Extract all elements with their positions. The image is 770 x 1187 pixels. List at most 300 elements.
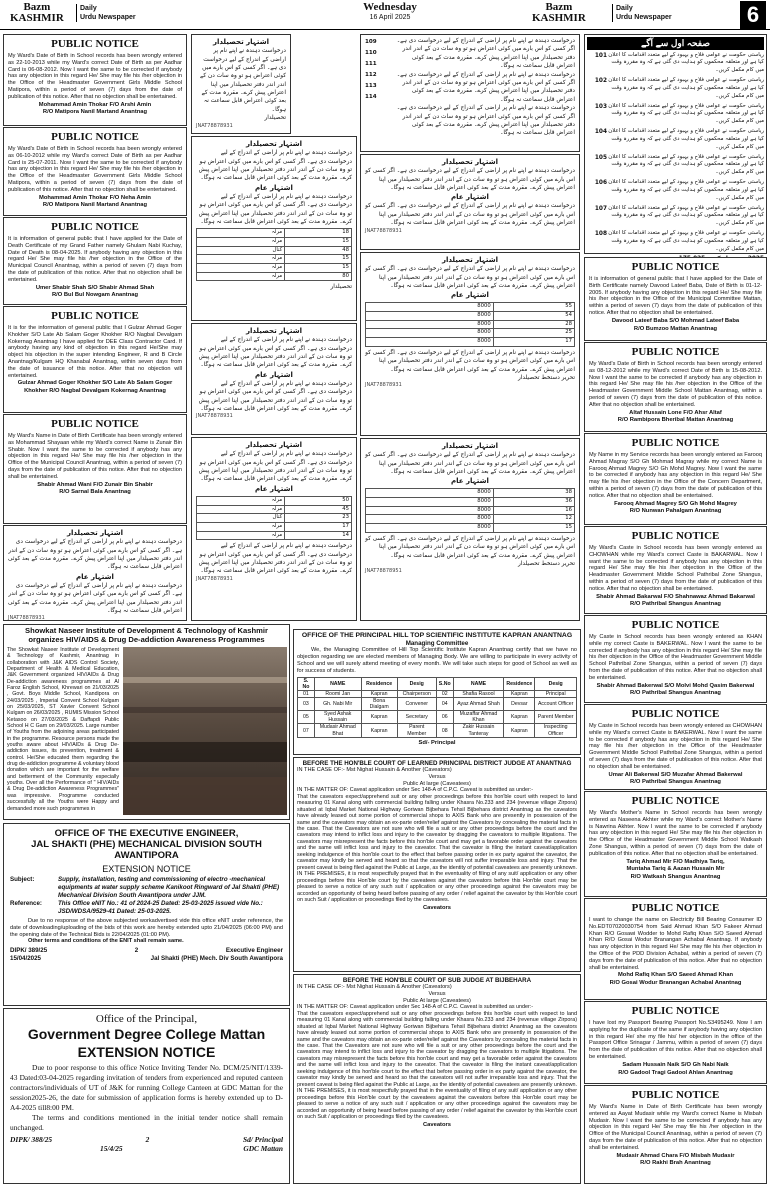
- table-cell: کنال: [197, 514, 285, 523]
- public-notice-right-3: [584, 433, 767, 525]
- urdu-body: درخواست دہندہ نے اپنے نام پر اراضی کے اندراج کے لیے درخواست دی ہے۔ اگر کسی کو اس بارے میں کوئی اعتراض ہو تو وہ سات دن کے اندر اندر دفتر تحصیلدار میں اپنا اعتراض پیش کرے۔ مقررہ مدت کے بعد کوئی اعتراض قابل سماعت نہ ہوگا۔: [199, 48, 286, 113]
- division-line: JAL SHAKTI (PHE) MECHANICAL DIVISION SOUTH: [31, 839, 262, 851]
- table-cell: 8000: [366, 303, 494, 312]
- table-cell: مرلہ: [197, 496, 285, 505]
- public-notice-left-5: [3, 414, 187, 524]
- notice-body: My Caste in School records has been wrongly entered as KHAN while my correct Caste is BAKERWAL. Now I want the same to be corrected if anybody has any objection in this regard He/ She may file his /her objection in the Office of the Headmaster Government Middle School Pathribal Zone Shangus, within a period of seven (7) days from the date of publication of this notice. After that no objection shall be entertained.: [589, 633, 762, 681]
- public-notice-left-1: [3, 34, 187, 126]
- table-row: [197, 531, 352, 540]
- article-title: Showkat Naseer Institute of Development & Technology of Kashmir: [25, 626, 268, 635]
- urdu-title: اشتہار تحصیلدار: [441, 158, 499, 166]
- urdu-subtitle: اشتہار عام: [255, 370, 293, 379]
- notice-body: Due to no response of the above subjected workadvertised vide this office eNIT under reference, the date of downloading/uploading of the bids of this work are hereby extended upto 21/04/2025 (06:00 PM) and the opening date of the Technical Bids is 22/04/2025 (01:00 PM).: [10, 917, 283, 938]
- urdu-subtitle: اشتہار عام: [255, 484, 293, 493]
- table-cell: 54: [493, 312, 574, 321]
- reference-label: Reference:: [10, 900, 42, 908]
- table-row: [366, 312, 575, 321]
- table-cell: Muzaffar Ahmad Khan: [453, 711, 504, 724]
- signature-block: DIPK/ 388/25 2 Sd/ Principal: [10, 1134, 283, 1144]
- table-row: [366, 303, 575, 312]
- item-number: 113: [365, 82, 377, 89]
- table-row: [366, 320, 575, 329]
- table-row: [366, 506, 575, 515]
- case-line: IN THE CASE OF:- Mst Nighat Hussain & Another (Caveators): [297, 984, 452, 991]
- court-caveat-1: [293, 757, 581, 972]
- table-cell: 28: [493, 320, 574, 329]
- item-number: 109: [365, 39, 377, 45]
- court-title: BEFORE THE HON'BLE COURT OF SUB JUDGE AT BIJBEHARA: [342, 977, 532, 984]
- public-notice-right-9: [584, 1001, 767, 1084]
- notice-body: We, the Managing Committee of Hill Top Scientific Institute Kapran Anantnag certify that we have no objection regarding we are elected members of Managing Body. We are willing to participate in every activity of School and we will surely attend meeting of every month. We will take such steps for good of School as well as for success of students.: [297, 647, 577, 674]
- notice-title: PUBLIC NOTICE: [51, 131, 139, 143]
- notice-body-2: Other terms and conditions of the ENIT shall remain same.: [28, 938, 184, 945]
- notice-body: My Ward's Date of Birth in School records has been wrongly entered as 06-10-2012 while my Ward's correct Date of Birth as per Aadhar Card is 25-07-2011. Now I want the same to be corrected if anybody has any objection in this regard He/ She may file his /her objection in the Office of the Headmaster Government Girls Middle School Matipora, within a period of seven (7) days from the date of publication of this notice. After that no objection shall be entertained.: [8, 145, 182, 193]
- notice-title: OFFICE OF THE PRINCIPAL HILL TOP SCIENTIFIC INSTITUTE KAPRAN ANANTNAG: [301, 632, 573, 639]
- table-cell: 36: [493, 498, 574, 507]
- table-cell: 15: [285, 238, 352, 247]
- ref-code: JNAT78878931: [196, 122, 233, 129]
- item-number: 110: [365, 49, 377, 56]
- notice-title: PUBLIC NOTICE: [631, 1005, 720, 1017]
- notice-address: R/O Rakhi Brah Anantnag: [640, 1160, 711, 1167]
- gdc-mattan-notice: [3, 1008, 290, 1184]
- versus: Versus: [428, 773, 446, 780]
- urdu-title: اشتہار تحصیلدار: [245, 140, 303, 148]
- showkat-article: [3, 624, 290, 820]
- notice-address: R/O Gadool Tragi Gadool Ahlan Anantnag: [618, 1069, 733, 1076]
- table-cell: Kapran: [504, 690, 535, 697]
- public-notice-right-5: [584, 615, 767, 703]
- public-notice-left-3: [3, 217, 187, 305]
- court-body: That the caveators expect/apprehend suit or any other proceedings before this hon'ble court with respect to land measuring 01 Kanal along with commercial building falling under Khasra No.233 and 234 (revenue village Zirpora) situated at Iqbal Market National Highway Goriwan Bijbehara Tehsil Bijbehara district Anantnag as the caveators have already leased out some portion of commercial shops to AXIS Bank who are presently in possession of the same and the caveators may obtain an ex-parte order/relief against the Caveators by concealing the material facts in the case. That the Caveators are not sure who will file a suit or any other proceedings before the court and the caveators may intend to inflict loss and injury to the caveator by dragging the caveators to multiple litigations. The caveators may misrepresent the facts before this hon'ble court and may get a favorable order against the caveators and the same will inflict loss and injury to the caveator. That the caveator is filing the instant caveat/application seeking indulgence of this hon'ble court to the effect that before passing order in ex party against the caveator, the caveator may kindly be served and heard so that the caveators will not suffer irreparable loss and injury. That the present caveat is being filed against the Public at Large, as the identity of potential caveatees are presently unknown. IN THE PREMISES, it is most respectfully prayed that in the eventuality of filing of any suit/ application or any other proceedings before this Hon'ble court by the caveatees against the caveators before this Hon'ble court may be pleased to serve a notice of any such suit / application or any other proceedings against the caveators may be accorded an opportunity of being heard before passing of any order / relief against the caveator by this Hon'ble court on such Suit / application or proceedings filed by the caveatees.: [297, 1010, 577, 1121]
- table-cell: مرلہ: [197, 229, 285, 238]
- notice-title: PUBLIC NOTICE: [51, 38, 139, 50]
- group-photo: [123, 647, 287, 815]
- urdu-title: اشتہار تحصیلدار: [245, 441, 303, 449]
- table-cell: 17: [285, 522, 352, 531]
- table-cell: 50: [285, 496, 352, 505]
- ref-code: JNAT78878951: [365, 568, 402, 575]
- jal-shakti-notice: [3, 823, 290, 1006]
- table-cell: 15: [493, 524, 574, 533]
- table-row: [197, 229, 352, 238]
- public-notice-right-1: [584, 257, 767, 341]
- notice-signature: Shabir Ahmad Wani F/O Zunair Bin Shabir: [37, 481, 153, 488]
- section-banner: صفحہ اول سے آگے: [587, 37, 764, 50]
- table-cell: 17: [493, 338, 574, 347]
- urdu-title: اشتہار تحصیلدار: [441, 256, 499, 264]
- table-header: S. No: [298, 677, 315, 690]
- continuation-item: [587, 103, 764, 126]
- notice-signature: Mohammad Amin Thokar F/O Arshi Amin: [38, 101, 152, 108]
- right-tagline: Daily Urdu Newspaper: [612, 4, 672, 22]
- party-line: Public At large (Caveatees): [403, 997, 471, 1004]
- table-cell: 06: [436, 711, 453, 724]
- matter-line: IN THE MATTER OF: Caveat application under Sec 148-A of C.P.C. Caveat is submitted as under:-: [297, 787, 534, 794]
- notice-title: PUBLIC NOTICE: [51, 221, 139, 233]
- table-cell: 8000: [366, 524, 494, 533]
- table-cell: Kapran: [361, 711, 397, 724]
- table-cell: Devsar: [504, 697, 535, 710]
- subject-text: Supply, installation, testing and commissioning of electro -mechanical equipments at water supply scheme Kanikoot Ringward of Jal Shakti (PHE) Mechanical Division South Awantipora under JJM.: [58, 876, 280, 899]
- notice-address: R/O Sarnal Bala Anantnag: [59, 489, 131, 496]
- notice-address: R/O Pathribal Shangus Anantnag: [630, 601, 721, 608]
- notice-address: R/O Bumzoo Mattan Anantnag: [633, 325, 718, 332]
- notice-subtitle: Managing Committee: [405, 640, 469, 648]
- table-cell: Account Officer: [535, 697, 577, 710]
- public-notice-right-4: [584, 526, 767, 614]
- table-row: [197, 272, 352, 281]
- table-cell: 25: [493, 329, 574, 338]
- notice-address: R/O Rambipora Bheribal Mattan Anantnag: [617, 417, 734, 424]
- page-number: 6: [740, 1, 766, 29]
- table-cell: 80: [285, 272, 352, 281]
- table-cell: 48: [285, 246, 352, 255]
- public-notice-right-7: [584, 791, 767, 897]
- masthead: [0, 0, 770, 30]
- notice-address: R/O Matipora Nanil Martand Anantnag: [42, 202, 148, 209]
- table-cell: 8000: [366, 329, 494, 338]
- table-cell: Chairperson: [397, 690, 436, 697]
- urdu-body: درخواست دہندہ نے اپنے نام پر اراضی کے اندراج کے لیے درخواست دی ہے۔ اگر کسی کو اس بارے میں کوئی اعتراض ہو تو وہ سات دن کے اندر اندر دفتر تحصیلدار میں اپنا اعتراض پیش کرے۔ مقررہ مدت کے بعد کوئی اعتراض قابل سماعت نہ ہوگا۔: [365, 266, 575, 289]
- notice-body: My Ward's Name in Date of Birth Certificate has been wrongly entered as Mohammad Shayaan while my Ward's correct Name is Zunair Bin Shabir. Now I want the same to be corrected if anybody has any objection in this regard He/ She may file his /her objection in the Office of the Municipal Council Anantnag, within a period of seven (7) days from the date of publication of this notice. After that no objection shall be entertained.: [8, 432, 182, 480]
- urdu-body: درخواست دہندہ نے اپنے نام پر اراضی کے اندراج کے لیے درخواست دی ہے۔ اگر کسی کو اس بارے میں کوئی اعتراض ہو تو وہ سات دن کے اندر اندر دفتر تحصیلدار میں اپنا اعتراض پیش کرے۔ مقررہ مدت کے بعد کوئی اعتراض قابل سماعت نہ ہوگا۔: [198, 451, 352, 483]
- location-line: AWANTIPORA: [114, 850, 179, 862]
- table-cell: Kapran: [361, 724, 397, 737]
- public-notice-left-4: [3, 306, 187, 413]
- table-header: NAME: [453, 677, 504, 690]
- urdu-body: درخواست دہندہ نے اپنے نام پر اراضی کے اندراج کے لیے درخواست دی ہے۔ اگر کسی کو اس بارے میں کوئی اعتراض ہو تو وہ سات دن کے اندر اندر دفتر تحصیلدار میں اپنا اعتراض پیش کرے۔ مقررہ مدت کے بعد کوئی اعتراض قابل سماعت نہ ہوگا۔: [198, 193, 352, 226]
- table-cell: 18: [285, 229, 352, 238]
- notice-address: R/O Bul Bul Nowgam Anantnag: [51, 292, 139, 299]
- notice-address: Khokher R/O Nagbal Devalgam Kokernag Anantnag: [24, 388, 166, 395]
- public-notice-right-8: [584, 898, 767, 1000]
- urdu-notice-c2-4: [191, 437, 357, 621]
- table-cell: مرلہ: [197, 272, 285, 281]
- item-number: 106: [594, 180, 607, 187]
- item-number: 101: [594, 52, 607, 59]
- item-text: ریاستی حکومت نے عوامی فلاح و بہبود کے لیے متعدد اقدامات کا اعلان کیا ہے اور متعلقہ محکموں کو ہدایت دی گئی ہے کہ وہ مقررہ وقت میں کام مکمل کریں۔: [608, 128, 764, 150]
- notice-body: I have lost my Passport Bearing Passport No.S3495249. Now I am applying for the duplicate of the same if anybody having any objection in this regard He/ she my file his/ her objection in the office of the Passport Office Srinagar / Jammu, within a period of seven (7) days from the date of publication of this notice. After that no objection shall be entertained.: [589, 1019, 762, 1061]
- land-table: [365, 488, 575, 532]
- urdu-body: درخواست دہندہ نے اپنے نام پر اراضی کے اندراج کے لیے درخواست دی ہے۔ اگر کسی کو اس بارے میں کوئی اعتراض ہو تو وہ سات دن کے اندر اندر دفتر تحصیلدار میں اپنا اعتراض پیش کرے۔ مقررہ مدت کے بعد کوئی اعتراض قابل سماعت نہ ہوگا۔: [365, 452, 575, 475]
- table-row: [197, 246, 352, 255]
- urdu-title: اشتہار تحصیلدار: [66, 529, 124, 537]
- table-cell: 55: [493, 303, 574, 312]
- case-line: IN THE CASE OF:- Mst Nighat Hussain & Another (Caveators): [297, 767, 452, 774]
- notice-signature: Altaf Hussain Lone F/O Ahsr Altaf: [629, 409, 722, 416]
- table-cell: 8000: [366, 506, 494, 515]
- notice-signature: Sd/- Principal: [418, 739, 456, 746]
- notice-signature: Tariq Ahmad Mir F/O Madhiya Tariq,: [626, 858, 725, 865]
- item-text: ریاستی حکومت نے عوامی فلاح و بہبود کے لیے متعدد اقدامات کا اعلان کیا ہے اور متعلقہ محکموں کو ہدایت دی گئی ہے کہ وہ مقررہ وقت میں کام مکمل کریں۔: [608, 230, 764, 252]
- urdu-body: درخواست دہندہ نے اپنے نام پر اراضی کے اندراج کے لیے درخواست دی ہے۔ اگر کسی کو اس بارے میں کوئی اعتراض ہو تو وہ سات دن کے اندر اندر دفتر تحصیلدار میں اپنا اعتراض پیش کرے۔ مقررہ مدت کے بعد کوئی اعتراض قابل سماعت نہ ہوگا۔: [365, 535, 575, 559]
- table-cell: 8000: [366, 498, 494, 507]
- item-number: 112: [365, 71, 377, 78]
- item-number: 114: [365, 93, 377, 100]
- table-cell: 07: [298, 724, 315, 737]
- table-cell: Principal: [535, 690, 577, 697]
- continuation-item: [587, 230, 764, 253]
- public-notice-right-2: [584, 342, 767, 432]
- notice-body: My Caste in School records has been wrongly entered as CHOWHAN while my Ward's correct Caste is BAKERWAL. Now I want the same to be corrected if anybody has any objection in this regard He/ She may file his /her objection in the Office of the Headmaster Government Middle School Pathribal Zone Shangus, within a period of seven (7) days from the date of publication of this notice. After that no objection shall be entertained.: [589, 722, 762, 770]
- table-header: Residence: [361, 677, 397, 690]
- table-cell: 8000: [366, 338, 494, 347]
- table-cell: 8000: [366, 515, 494, 524]
- notice-body-2: The terms and conditions mentioned in the initial tender notice shall remain unchanged.: [10, 1112, 283, 1132]
- reference-text: This Office eNIT No.: 41 of 2024-25 Dated: 25-03-2025 issued vide No.: JSD/WDSA/9529-41 Dated: 25-03-2025.: [58, 900, 263, 916]
- table-header: Desig: [397, 677, 436, 690]
- urdu-notice-c2-1: [191, 34, 291, 134]
- item-number: 108: [594, 231, 607, 237]
- table-cell: Shafia Rasool: [453, 690, 504, 697]
- table-cell: 01: [298, 690, 315, 697]
- urdu-sign: تحریر دستخط تحصیلدار: [518, 560, 575, 567]
- table-header: Desig: [535, 677, 577, 690]
- table-cell: Secretary: [397, 711, 436, 724]
- table-cell: 08: [436, 724, 453, 737]
- table-header: NAME: [314, 677, 361, 690]
- notice-signature: Farooq Ahmad Magrey S/O Gh Mohd Magrey: [614, 500, 737, 507]
- matter-line: IN THE MATTER OF: Caveat application under Sec 148-A of C.P.C. Caveat is submitted as under:-: [297, 1004, 534, 1011]
- left-logo: Bazm KASHMIR: [10, 1, 64, 24]
- urdu-body: درخواست دہندہ نے اپنے نام پر اراضی کے اندراج کے لیے درخواست دی ہے۔ اگر کسی کو اس بارے میں کوئی اعتراض ہو تو وہ سات دن کے اندر اندر دفتر تحصیلدار میں اپنا اعتراض پیش کرے۔ مقررہ مدت کے بعد کوئی اعتراض قابل سماعت نہ ہوگا۔: [365, 203, 575, 227]
- item-text: ریاستی حکومت نے عوامی فلاح و بہبود کے لیے متعدد اقدامات کا اعلان کیا ہے اور متعلقہ محکموں کو ہدایت دی گئی ہے کہ وہ مقررہ وقت میں کام مکمل کریں۔: [608, 204, 764, 227]
- table-cell: Convener: [397, 697, 436, 710]
- notice-body: It is information of general public that I have applied for the Date of Birth Certificate namely Davood Lateef Baba, Date of Birth is 01-12-2005. If anybody having any objection in this regard He/ She may file his /her objection in the Office of the Municipal Committee Mattan, within a period of seven (7) days from the date of publication of this notice. After that no objection shall be entertained.: [589, 275, 762, 317]
- notice-body: My Ward's Mother's Name in School records has been wrongly entered as Naseena Akhter while my Ward's correct Mother's Name is Nawrina Akhter. Now I want the same to be corrected if anybody has any objection in this regard He/ She may file his /her objection in the Office of the Headmaster Government Middle School Watkash Zone Shangus, within a period of seven (7) days from the date of publication of this notice. After that no objection shall be entertained.: [589, 809, 762, 857]
- table-cell: Roomi Jan: [314, 690, 361, 697]
- urdu-subtitle: اشتہار عام: [451, 291, 489, 300]
- urdu-notice-c2-2: [191, 136, 357, 321]
- table-cell: 8000: [366, 312, 494, 321]
- urdu-body: درخواست دہندہ نے اپنے نام پر اراضی کے اندراج کے لیے درخواست دی ہے۔ اگر کسی کو اس بارے میں کوئی اعتراض ہو تو وہ سات دن کے اندر اندر دفتر تحصیلدار میں اپنا اعتراض پیش کرے۔ مقررہ مدت کے بعد کوئی اعتراض قابل سماعت نہ ہوگا۔: [198, 543, 352, 575]
- item-number: 102: [594, 78, 607, 85]
- ref-code: JNAT78878931: [196, 575, 233, 582]
- table-cell: مرلہ: [197, 238, 285, 247]
- notice-body: My Ward's Name in Date of Birth Certificate has been wrongly entered as Aayat Mudasir while my Ward's correct Name is Misbah Mudasir. Now I want the same to be corrected if anybody has any objection in this regard He/ She may file his /her objection in the Office of the Municipal Council Anantnag, within a period of seven (7) days from the date of publication of this notice. After that no objection shall be entertained.: [589, 1103, 762, 1151]
- table-cell: 38: [493, 489, 574, 498]
- committee-table: [297, 677, 577, 738]
- notice-signature: Mudasir Ahmad Chara F/O Misbah Mudasir: [616, 1152, 735, 1159]
- continuation-item: [587, 179, 764, 202]
- table-cell: 45: [285, 505, 352, 514]
- table-cell: Kapran: [504, 711, 535, 724]
- table-cell: Inspecting Officer: [535, 724, 577, 737]
- right-logo: Bazm KASHMIR: [532, 1, 586, 24]
- table-cell: 14: [285, 531, 352, 540]
- urdu-subtitle: اشتہار عام: [451, 477, 489, 486]
- signature-block-2: 15/04/2025 Jal Shakti (PHE) Mech. Div South Awantipora: [10, 954, 283, 962]
- table-row: [197, 496, 352, 505]
- urdu-title: اشتہار تحصیلدار: [245, 327, 303, 335]
- continuation-item: [587, 52, 764, 75]
- table-row: [197, 514, 352, 523]
- land-table: [365, 302, 575, 346]
- notice-signature: Umer Shabir Shah S/O Shabir Ahmad Shah: [35, 284, 155, 291]
- front-page-continuation: [584, 34, 767, 254]
- notice-body: I want to change the name on Electricity Bill Bearing Consumer ID No.EDT07020030754 from Said Ahmad Khan S/O Fakeer Ahmad Khan R/O Gosawi Wodder to Mohd Rafiq Khan S/O Saeed Ahmad Khan R/O Gosai Wodur Branangan Achabal Anantnag. If anybody has any objection in this regard He/ She may file his /her objection in the Office of the PDD Division Achabal, within a period of seven (7) days from the date of publication of this notice. After that no objection shall be entertained.: [589, 916, 762, 971]
- table-cell: 03: [298, 697, 315, 710]
- notice-address: R/O Gosai Wodur Branangan Achabal Anantnag: [609, 980, 742, 987]
- land-table: [196, 496, 352, 540]
- notice-body: My Name in my Service records has been wrongly entered as Farooq Ahmad Magray S/O Gh Mohmad Magray while my correct Name is Farooq Ahmad Magrey S/O Gh Mohd Magrey. Now I want the same to be corrected if anybody has any objection in this regard He/ She may file his /her objection in the Office of the Concern Department, within a period of seven (7) days from the date of publication of this notice. After that no objection shall be entertained.: [589, 451, 762, 499]
- table-cell: مرلہ: [197, 505, 285, 514]
- table-cell: Bona Dialgam: [361, 697, 397, 710]
- notice-title: PUBLIC NOTICE: [51, 418, 139, 430]
- notice-title: PUBLIC NOTICE: [631, 1089, 720, 1101]
- continuation-item: [587, 154, 764, 177]
- notice-title: PUBLIC NOTICE: [51, 310, 139, 322]
- notice-address: R/O Pathribal Shangus Anantnag: [630, 779, 721, 786]
- table-row: [298, 711, 577, 724]
- office-line: OFFICE OF THE EXECUTIVE ENGINEER,: [54, 828, 239, 839]
- table-cell: Parent Member: [535, 711, 577, 724]
- court-caveat-2: [293, 974, 581, 1184]
- signature-block-2: 15/4/25 GDC Mattan: [100, 1143, 283, 1153]
- table-row: [366, 515, 575, 524]
- notice-title: PUBLIC NOTICE: [631, 795, 720, 807]
- court-body: That the caveators expect/apprehend suit or any other proceedings before this hon'ble court with respect to land measuring 01 Kanal along with commercial building falling under Khasra No.233 and 234 (revenue village Zirpora) situated at Iqbal Market National Highway Goriwan Bijbehara Tehsil Bijbehara district Anantnag as the caveators have already leased out some portion of commercial shops to AXIS Bank who are presently in possession of the same and the caveators may obtain an ex-parte order/relief against the Caveators by concealing the material facts in the case. That the Caveators are not sure who will file a suit or any other proceedings before the court and the caveators may intend to inflict loss and injury to the caveator by dragging the caveators to multiple litigations. The caveators may misrepresent the facts before this hon'ble court and may get a favorable order against the caveators and the same will inflict loss and injury to the caveator. That the caveator is filing the instant caveat/application seeking indulgence of this hon'ble court to the effect that before passing order in ex party against the caveator, the caveator may kindly be served and heard so that the caveators will not suffer irreparable loss and injury. That the present caveat is being filed against the Public at Large, as the identity of potential caveatees are presently unknown. IN THE PREMISES, it is most respectfully prayed that in the eventuality of filing of any suit/ application or any other proceedings before this Hon'ble court by the caveatees against the caveators before this Hon'ble court may be pleased to serve a notice of any such suit / application or any other proceedings against the caveators may be accorded an opportunity of being heard before passing of any order / relief against the caveator by this Hon'ble court on such Suit / application or proceedings filed by the caveatees.: [297, 793, 577, 904]
- urdu-title: اشتہار تحصیلدار: [212, 38, 270, 46]
- table-cell: مرلہ: [197, 522, 285, 531]
- public-notice-right-6: [584, 704, 767, 790]
- notice-signature: Mohd Rafiq Khan S/O Saeed Ahmad Khan: [617, 972, 734, 979]
- notice-signature: Shabir Ahmad Bakarwal F/O Shahnawaz Ahmad Bakarwal: [596, 593, 755, 600]
- table-row: [298, 724, 577, 737]
- table-row: [298, 690, 577, 697]
- table-cell: Gh. Nabi Mir: [314, 697, 361, 710]
- notice-address: R/O Pathribal Shangus Anantnag: [630, 690, 721, 697]
- urdu-body: درخواست دہندہ نے اپنے نام پر اراضی کے اندراج کے لیے درخواست دی ہے۔ اگر کسی کو اس بارے میں کوئی اعتراض ہو تو وہ سات دن کے اندر اندر دفتر تحصیلدار میں اپنا اعتراض پیش کرے۔ مقررہ مدت کے بعد کوئی اعتراض قابل سماعت نہ ہوگا۔: [198, 337, 352, 369]
- public-notice-right-10: [584, 1085, 767, 1184]
- article-body: The Showkat Naseer Institute of Development & Technology of Kashmir, Anantnag in collaboration with J&K AIDS Control Society, Department of Health & Medical Education, J&K Government organized HIV/AIDs & Drug De-addiction awareness programmes at Al Faroz English School, Khrewari on 21/03/2025 , Govt. Boys Middle School, Kandipora on 24/03/2025 , Imperial Convent School Kulgam on 25/03/2025, ST Xavier Convent School Kulgam on 26/03/2025 , RUMIS Mission School Ketasoo on 27/03/2025 & Daffapdi Public School H C Gam on 29/03/2025. Large number of Youths from the adjoining areas participated in the programme. Resource persons made the youths aware about HIV/AIDs & Drug De-addiction issues, its prevention, treatment & control. He/She educated them regarding the drug de-addiction programme & voluntary blood donation which are important for the welfare and betterment of the Community especially youths. Over all the Performance of " HIV/AIDs & Drug De-addiction Awareness Programmes" was impressive. Programme conducted successfully all the Youths were Happy and demanded more such programmes in: [7, 646, 119, 812]
- item-text: ریاستی حکومت نے عوامی فلاح و بہبود کے لیے متعدد اقدامات کا اعلان کیا ہے اور متعلقہ محکموں کو ہدایت دی گئی ہے کہ وہ مقررہ وقت میں کام مکمل کریں۔: [608, 102, 764, 125]
- table-row: [197, 505, 352, 514]
- table-cell: 02: [436, 690, 453, 697]
- table-cell: Zakir Hussain Tanteray: [453, 724, 504, 737]
- table-cell: مرلہ: [197, 531, 285, 540]
- table-row: [197, 255, 352, 264]
- notice-body: It is for the information of general public that I Gulzar Ahmad Goger Khokher S/O Late Ab Salam Goger Khokher R/O Nagbal Devalgam Kokernag Anantnag I have applied for DEE Class Contractor Card. If anybody having any kind of objection in this regard He/She may object his objection in the super intending Engineer, R and B Circle Anantnag/Kulgam HQ Khanabal Anantnag, within seven days from the date of issuance of this notice. After that no objection will entertained.: [8, 324, 182, 379]
- notice-body: My Ward's Date of Birth in School records has been wrongly entered as 22-10-2013 while my Ward's correct Date of Birth as per Aadhar Card is 06-08-2012. Now I want the same to be corrected if anybody has any objection in this regard He/ She may file his /her objection in the Office of the Headmaster Government Girls Middle School Matipora, within a period of seven (7) days from the date of publication of this notice. After that no objection shall be entertained.: [8, 52, 182, 100]
- article-subtitle: organizes HIV/AIDS & Drug De-addiction Awareness Programmes: [28, 634, 265, 644]
- item-text: ریاستی حکومت نے عوامی فلاح و بہبود کے لیے متعدد اقدامات کا اعلان کیا ہے اور متعلقہ محکموں کو ہدایت دی گئی ہے کہ وہ مقررہ وقت میں کام مکمل کریں۔: [608, 77, 764, 99]
- public-notice-left-2: [3, 127, 187, 216]
- urdu-sign: تحصیلدار: [264, 115, 286, 122]
- table-cell: Kapran: [504, 724, 535, 737]
- ref-code: JNAT78878931: [8, 615, 45, 622]
- table-cell: 8000: [366, 320, 494, 329]
- item-number: 103: [594, 103, 607, 110]
- item-number: 111: [365, 60, 377, 67]
- notice-title: PUBLIC NOTICE: [631, 437, 720, 449]
- urdu-title: اشتہار تحصیلدار: [441, 442, 499, 450]
- office-line: Office of the Principal,: [95, 1013, 198, 1025]
- urdu-notice-c3-2: [360, 154, 580, 250]
- item-numbers: [365, 37, 393, 138]
- notice-signature: Sadam Hussain Naik S/O Gh Nabi Naik: [622, 1061, 729, 1068]
- hilltop-notice: [293, 629, 581, 755]
- notice-body: Due to poor response to this office Notice Inviting Tender No. DCM/25/NIT/1339-43 Dated:03-04-2025 regarding invitation of tenders from experienced and reputed canteen contractors/individuals of UT of J&K for running College Canteen at GDC Mattan for the session2025-26, the date for submission of application forms is hereby extended up to D-A4-2025 till8:00 PM.: [10, 1063, 283, 1112]
- notice-signature: Gulzar Ahmad Goger Khokher S/O Late Ab Salam Goger: [17, 380, 173, 387]
- table-header: S.No: [436, 677, 453, 690]
- urdu-notice-left: [3, 525, 187, 621]
- urdu-sign: تحصیلدار: [330, 284, 352, 291]
- notice-signature-2: Muntaha Tariq & Aazan Hussain Mir: [626, 866, 725, 873]
- notice-title: PUBLIC NOTICE: [631, 619, 720, 631]
- court-signature: Caveators: [422, 1121, 452, 1128]
- table-cell: 04: [436, 697, 453, 710]
- continuation-item: [587, 205, 764, 228]
- notice-title: PUBLIC NOTICE: [631, 530, 720, 542]
- urdu-column-text: درخواست دہندہ نے اپنے نام پر اراضی کے اندراج کے لیے درخواست دی ہے۔ اگر کسی کو اس بارے میں کوئی اعتراض ہو تو وہ سات دن کے اندر اندر دفتر تحصیلدار میں اپنا اعتراض پیش کرے۔ مقررہ مدت کے بعد کوئی اعتراض قابل سماعت نہ ہوگا۔ درخواست دہندہ نے اپنے نام پر اراضی کے اندراج کے لیے درخواست دی ہے۔ اگر کسی کو اس بارے میں کوئی اعتراض ہو تو وہ سات دن کے اندر اندر دفتر تحصیلدار میں اپنا اعتراض پیش کرے۔ مقررہ مدت کے بعد کوئی اعتراض قابل سماعت نہ ہوگا۔ درخواست دہندہ نے اپنے نام پر اراضی کے اندراج کے لیے درخواست دی ہے۔ اگر کسی کو اس بارے میں کوئی اعتراض ہو تو وہ سات دن کے اندر اندر دفتر تحصیلدار میں اپنا اعتراض پیش کرے۔ مقررہ مدت کے بعد کوئی اعتراض قابل سماعت نہ ہوگا۔: [396, 38, 575, 137]
- table-cell: Ayaz Ahmad Shah: [453, 697, 504, 710]
- extension-heading: EXTENSION NOTICE: [77, 1044, 216, 1061]
- extension-heading: EXTENSION NOTICE: [102, 863, 191, 874]
- urdu-subtitle: اشتہار عام: [255, 183, 293, 192]
- urdu-body: درخواست دہندہ نے اپنے نام پر اراضی کے اندراج کے لیے درخواست دی ہے۔ اگر کسی کو اس بارے میں کوئی اعتراض ہو تو وہ سات دن کے اندر اندر دفتر تحصیلدار میں اپنا اعتراض پیش کرے۔ مقررہ مدت کے بعد کوئی اعتراض قابل سماعت نہ ہوگا۔: [198, 150, 352, 182]
- item-number: 107: [594, 205, 607, 212]
- land-table: [196, 228, 352, 281]
- left-tagline: Daily Urdu Newspaper: [76, 4, 136, 22]
- item-number: 105: [594, 154, 607, 161]
- urdu-body: درخواست دہندہ نے اپنے نام پر اراضی کے اندراج کے لیے درخواست دی ہے۔ اگر کسی کو اس بارے میں کوئی اعتراض ہو تو وہ سات دن کے اندر اندر دفتر تحصیلدار میں اپنا اعتراض پیش کرے۔ مقررہ مدت کے بعد کوئی اعتراض قابل سماعت نہ ہوگا۔: [8, 539, 182, 571]
- table-cell: Mudasir Ahmad Bhat: [314, 724, 361, 737]
- item-text: ریاستی حکومت نے عوامی فلاح و بہبود کے لیے متعدد اقدامات کا اعلان کیا ہے اور متعلقہ محکموں کو ہدایت دی گئی ہے کہ وہ مقررہ وقت میں کام مکمل کریں۔: [608, 51, 764, 74]
- table-cell: مرلہ: [197, 255, 285, 264]
- notice-title: PUBLIC NOTICE: [631, 261, 720, 273]
- item-text: ریاستی حکومت نے عوامی فلاح و بہبود کے لیے متعدد اقدامات کا اعلان کیا ہے اور متعلقہ محکموں کو ہدایت دی گئی ہے کہ وہ مقررہ وقت میں کام مکمل کریں۔: [608, 179, 764, 201]
- table-cell: مرلہ: [197, 264, 285, 273]
- table-row: [197, 264, 352, 273]
- table-cell: 15: [285, 264, 352, 273]
- table-row: [366, 329, 575, 338]
- table-row: [298, 697, 577, 710]
- continuation-item: [587, 128, 764, 151]
- subject-label: Subject:: [10, 876, 35, 884]
- dateline: Wednesday 16 April 2025: [363, 1, 417, 21]
- urdu-subtitle: اشتہار عام: [76, 572, 114, 581]
- table-row: [366, 489, 575, 498]
- urdu-notice-c3-1: [360, 34, 580, 152]
- continuation-item: [587, 77, 764, 100]
- urdu-notice-c3-4: [360, 438, 580, 621]
- table-cell: 8000: [366, 489, 494, 498]
- urdu-body: درخواست دہندہ نے اپنے نام پر اراضی کے اندراج کے لیے درخواست دی ہے۔ اگر کسی کو اس بارے میں کوئی اعتراض ہو تو وہ سات دن کے اندر اندر دفتر تحصیلدار میں اپنا اعتراض پیش کرے۔ مقررہ مدت کے بعد کوئی اعتراض قابل سماعت نہ ہوگا۔: [8, 582, 182, 615]
- notice-signature: Mohammad Amin Thokar F/O Neha Amin: [39, 194, 151, 201]
- urdu-body: درخواست دہندہ نے اپنے نام پر اراضی کے اندراج کے لیے درخواست دی ہے۔ اگر کسی کو اس بارے میں کوئی اعتراض ہو تو وہ سات دن کے اندر اندر دفتر تحصیلدار میں اپنا اعتراض پیش کرے۔ مقررہ مدت کے بعد کوئی اعتراض قابل سماعت نہ ہوگا۔: [365, 168, 575, 191]
- table-cell: Syed Ashak Hussain: [314, 711, 361, 724]
- versus: Versus: [428, 990, 446, 997]
- continuation-text: [587, 52, 764, 264]
- urdu-sign: تحریر دستخط تحصیلدار: [518, 374, 575, 381]
- notice-signature: Davood Lateef Baba S/O Mohmad Lateef Baba: [611, 317, 740, 324]
- table-row: [366, 338, 575, 347]
- college-name: Government Degree College Mattan: [27, 1025, 266, 1042]
- table-row: [197, 522, 352, 531]
- table-row: [366, 524, 575, 533]
- notice-body: My Ward's Date of Birth in School records has been wrongly entered as 08-12-2012 while my Ward's correct Date of Birth is 15-08-2012. Now I want the same to be corrected if anybody has any objection in this regard He/ She may file his /her objection in the Office of the Headmaster Government Middle School Mattan Anantnag, within a period of seven (7) days from the date of publication of this notice. After that no objection shall be entertained.: [589, 360, 762, 408]
- court-title: BEFORE THE HON'BLE COURT OF LEARNED PRINCIPAL DISTRICT JUDGE AT ANANTNAG: [302, 760, 572, 767]
- table-cell: 15: [285, 255, 352, 264]
- table-cell: 05: [298, 711, 315, 724]
- urdu-notice-c3-3: [360, 252, 580, 436]
- ref-code: JNAT78878931: [365, 227, 402, 234]
- table-cell: کنال: [197, 246, 285, 255]
- table-cell: 16: [493, 506, 574, 515]
- notice-title: PUBLIC NOTICE: [631, 708, 720, 720]
